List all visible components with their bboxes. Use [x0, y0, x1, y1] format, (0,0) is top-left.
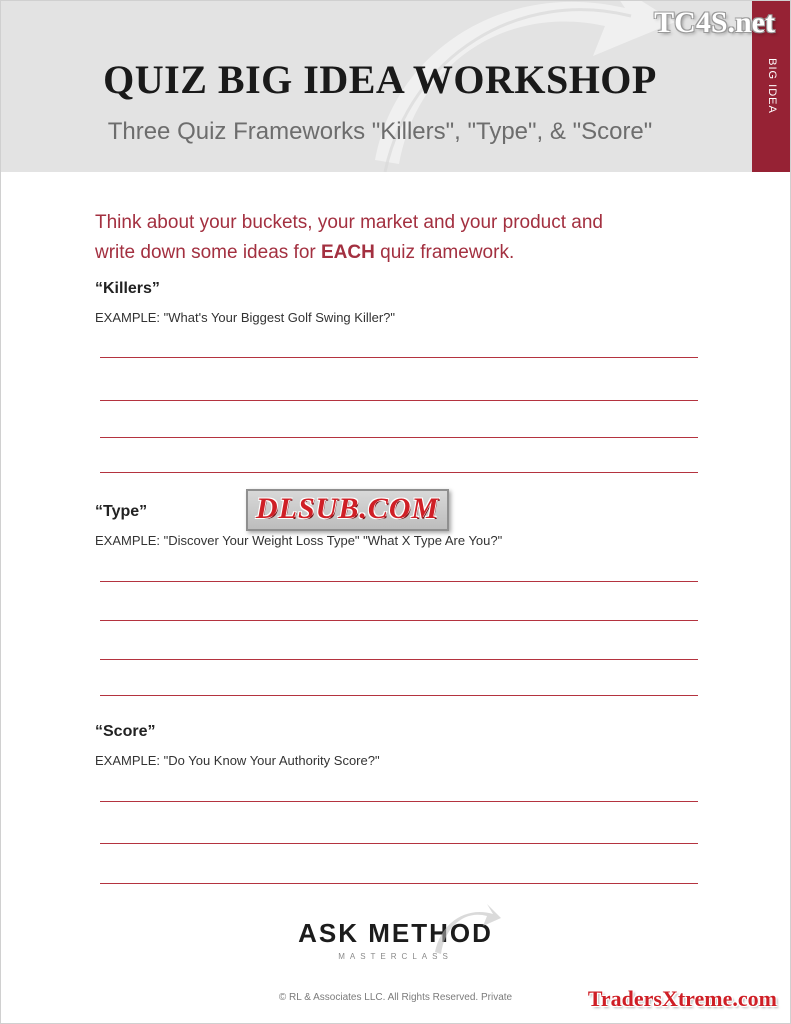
- watermark-top-right: TC4S.net: [654, 6, 775, 39]
- section-type-title: “Type”: [95, 503, 148, 520]
- intro-instructions: [95, 208, 705, 268]
- section-score: [95, 723, 695, 768]
- write-line-killers-4[interactable]: [100, 472, 698, 473]
- logo-swoosh-icon: [431, 902, 501, 958]
- write-line-type-1[interactable]: [100, 581, 698, 582]
- write-line-killers-3[interactable]: [100, 437, 698, 438]
- write-line-score-1[interactable]: [100, 801, 698, 802]
- intro-line-2b: quiz framework.: [374, 242, 515, 263]
- write-line-type-2[interactable]: [100, 620, 698, 621]
- section-type-example: EXAMPLE: "Discover Your Weight Loss Type" "What X Type Are You?": [95, 533, 503, 548]
- section-tab-label: BIG IDEA: [765, 58, 778, 114]
- write-line-score-2[interactable]: [100, 843, 698, 844]
- page-title: QUIZ BIG IDEA WORKSHOP: [103, 57, 657, 102]
- footer-logo-main: ASK METHOD: [298, 918, 493, 948]
- section-killers-title: “Killers”: [95, 280, 160, 297]
- section-score-title: “Score”: [95, 723, 156, 740]
- footer-logo: [0, 918, 791, 964]
- write-line-killers-1[interactable]: [100, 357, 698, 358]
- section-score-example: EXAMPLE: "Do You Know Your Authority Score?": [95, 753, 380, 768]
- intro-line-2-emphasis: EACH: [321, 242, 375, 263]
- section-killers-example: EXAMPLE: "What's Your Biggest Golf Swing Killer?": [95, 310, 396, 325]
- footer-copyright: © RL & Associates LLC. All Rights Reserved. Private: [278, 992, 513, 1003]
- write-line-type-4[interactable]: [100, 695, 698, 696]
- watermark-center: DLSUB.COM: [246, 489, 449, 531]
- section-killers: [95, 280, 695, 325]
- page-subtitle: Three Quiz Frameworks "Killers", "Type", & "Score": [107, 118, 653, 145]
- write-line-killers-2[interactable]: [100, 400, 698, 401]
- write-line-type-3[interactable]: [100, 659, 698, 660]
- intro-line-1: Think about your buckets, your market and your product and: [95, 212, 603, 233]
- watermark-bottom-right: TradersXtreme.com: [587, 986, 777, 1011]
- footer-logo-sub: MASTERCLASS: [338, 952, 453, 961]
- intro-line-2a: write down some ideas for: [95, 242, 321, 263]
- write-line-score-3[interactable]: [100, 883, 698, 884]
